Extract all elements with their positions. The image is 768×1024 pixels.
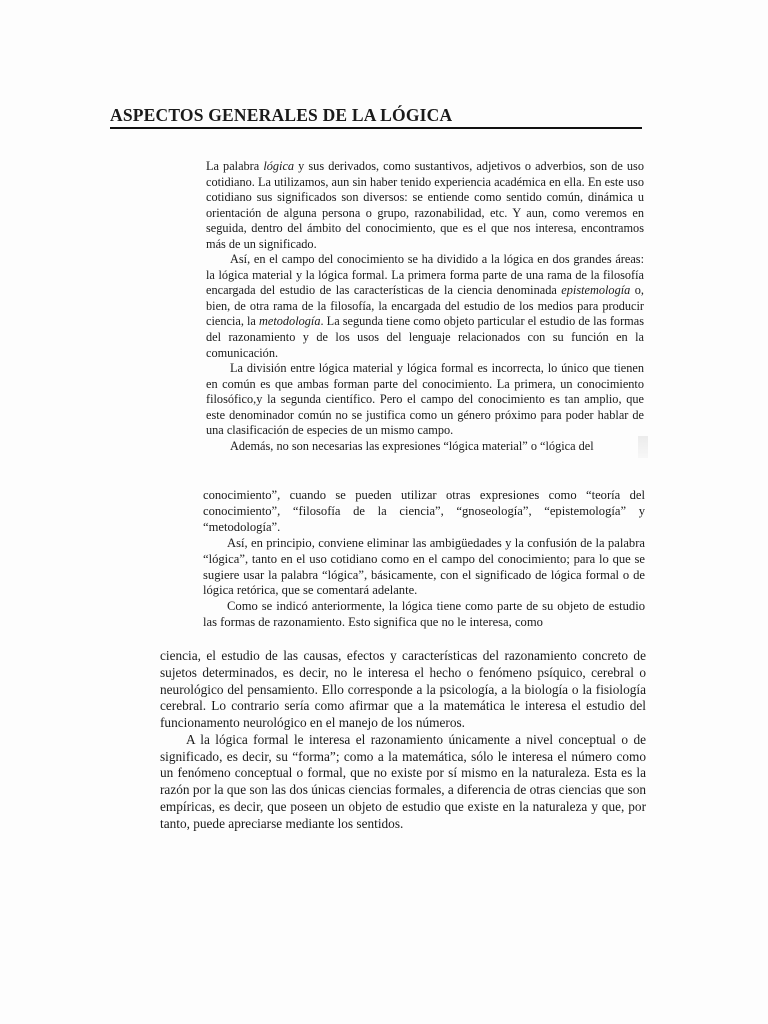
paragraph-continuation: conocimiento”, cuando se pueden utilizar otras expresiones como “teoría del conocimiento”, “filosofía de la ciencia”, “gnoseología”, “epistemología” y “metodología”.: [203, 488, 645, 534]
paragraph-ciencia: ciencia, el estudio de las causas, efectos y características del razonamiento concreto de sujetos determinados, es decir, no le interesa el hecho o fenómeno psíquico, cerebral o neurológico del pensamiento. Ello corresponde a la psicología, a la biología o la fisiología cerebral. Lo contrario sería como afirmar que a la matemática le interesa el estudio del funcionamento neurológico en el manejo de los números.: [160, 648, 646, 730]
italic-term: metodología: [259, 314, 321, 329]
paragraph-ademas: Además, no son necesarias las expresiones “lógica material” o “lógica del: [230, 438, 594, 453]
text-run: La palabra: [206, 159, 264, 173]
text-run: o, bien, de otra rama de la filosofía, la encargada del estudio de los medios para producir ciencia, la: [206, 283, 645, 329]
heading-underline: [110, 127, 642, 129]
paragraph-logic-areas: [206, 252, 644, 361]
text-block-upper: [206, 159, 644, 454]
text-run: Así, en el campo del conocimiento se ha dividido a la lógica en dos grandes áreas: la lógica material y la lógica formal. La primera forma parte de una rama de la filosofía encargada del estudio de las características de la ciencia denominada: [206, 252, 644, 298]
paragraph-logica-formal: A la lógica formal le interesa el razonamiento únicamente a nivel conceptual o de significado, es decir, su “forma”; como a la matemática, sólo le interesa el número como un fenómeno conceptual o formal, que no existe por sí mismo en la naturaleza. Esta es la razón por la que son las dos únicas ciencias formales, a diferencia de otras ciencias que son empíricas, es decir, que poseen un objeto de estudio que existe en la naturaleza y que, por tanto, puede apreciarse mediante los sentidos.: [160, 731, 646, 831]
italic-term: lógica: [263, 159, 295, 173]
paragraph-lead: [206, 159, 644, 252]
italic-term: epistemología: [561, 283, 631, 298]
section-heading: ASPECTOS GENERALES DE LA LÓGICA: [110, 105, 453, 125]
text-block-middle: [203, 488, 645, 631]
text-run: . La segunda tiene como objeto particular el estudio de las formas del razonamiento y de los usos del lenguaje relacionados con su función en la comunicación.: [206, 314, 644, 360]
scan-artifact: [638, 436, 648, 458]
paragraph-principio: Así, en principio, conviene eliminar las ambigüedades y la confusión de la palabra “lógica”, tanto en el uso cotidiano como en el campo del conocimiento; para lo que se sugiere usar la palabra “lógica”, básicamente, con el significado de lógica formal o de lógica retórica, que se comentará adelante.: [203, 535, 645, 598]
text-run: y sus derivados, como sustantivos, adjetivos o adverbios, son de uso cotidiano. La utilizamos, aun sin haber tenido experiencia académica en ella. En este uso cotidiano sus significados son diversos: se entiende como sentido común, dinámica u orientación de alguna persona o grupo, razonabilidad, etc. Y aun, como veremos en seguida, dentro del ámbito del conocimiento, que es el que nos interesa, encontramos más de un significado.: [206, 159, 644, 251]
paragraph-division: La división entre lógica material y lógica formal es incorrecta, lo único que tienen en común es que ambas forman parte del conocimiento. La primera, un conocimiento filosófico,y la segunda científico. Pero el campo del conocimiento es tan amplio, que este denominador común no se justifica como un género próximo para poder hablar de una clasificación de especies de un mismo campo.: [206, 361, 644, 438]
paragraph-razonamiento: Como se indicó anteriormente, la lógica tiene como parte de su objeto de estudio las formas de razonamiento. Esto significa que no le interesa, como: [203, 599, 645, 630]
text-block-lower: [160, 648, 646, 832]
